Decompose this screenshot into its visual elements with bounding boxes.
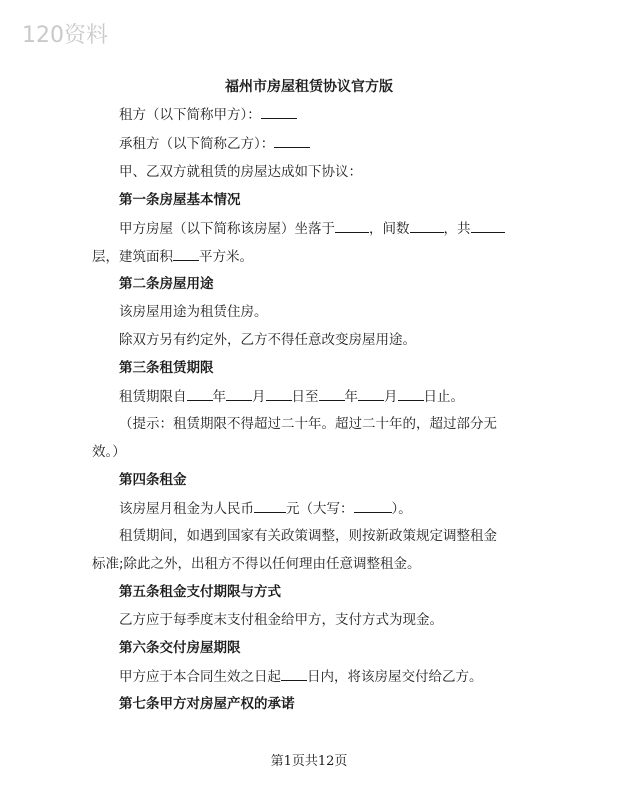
section-heading-5: 第五条租金支付期限与方式 (119, 584, 281, 600)
lease-term-line: 租赁期限自 年 月 日至 年 月 日止。 (119, 386, 464, 407)
section-heading-6: 第六条交付房屋期限 (119, 640, 241, 656)
area-blank (173, 246, 199, 261)
term-note-line: （提示：租赁期限不得超过二十年。超过二十年的，超过部分无 (119, 416, 497, 432)
watermark: 120资料 (22, 23, 108, 48)
section-heading-3: 第三条租赁期限 (119, 360, 214, 376)
usage-line: 该房屋用途为租赁住房。 (119, 304, 268, 320)
start-month-blank (226, 386, 252, 401)
property-area-line: 层，建筑面积 平方米。 (92, 246, 253, 267)
section-heading-1: 第一条房屋基本情况 (119, 192, 241, 208)
lessor-line: 租方（以下简称甲方）： (119, 104, 297, 125)
section-heading-4: 第四条租金 (119, 472, 187, 488)
rent-words-blank (354, 498, 392, 513)
location-blank (335, 218, 369, 233)
end-year-blank (319, 386, 345, 401)
lessee-blank (274, 133, 310, 148)
rent-adjust-line-2: 标准;除此之外，出租方不得以任何理由任意调整租金。 (92, 556, 421, 572)
section-heading-7: 第七条甲方对房屋产权的承诺 (119, 696, 295, 712)
floors-blank (471, 218, 505, 233)
start-day-blank (266, 386, 292, 401)
end-month-blank (358, 386, 384, 401)
handover-days-blank (281, 666, 307, 681)
agreement-intro: 甲、乙双方就租赁的房屋达成如下协议： (119, 164, 362, 180)
lessor-blank (261, 104, 297, 119)
property-location-line: 甲方房屋（以下简称该房屋）坐落于 ，间数 ，共 (119, 218, 505, 239)
term-note-line-2: 效。） (92, 444, 126, 460)
rent-blank (254, 498, 286, 513)
section-heading-2: 第二条房屋用途 (119, 276, 214, 292)
document-title: 福州市房屋租赁协议官方版 (225, 79, 393, 95)
lessee-line: 承租方（以下简称乙方）： (119, 133, 310, 154)
handover-line: 甲方应于本合同生效之日起 日内，将该房屋交付给乙方。 (119, 666, 483, 687)
start-year-blank (187, 386, 213, 401)
rent-adjust-line: 租赁期间，如遇到国家有关政策调整，则按新政策规定调整租金 (119, 528, 497, 544)
usage-restriction-line: 除双方另有约定外，乙方不得任意改变房屋用途。 (119, 332, 416, 348)
rent-amount-line: 该房屋月租金为人民币 元（大写： ）。 (119, 498, 412, 519)
end-day-blank (398, 386, 424, 401)
rooms-blank (410, 218, 444, 233)
page-footer: 第1页共12页 (270, 754, 348, 769)
payment-line: 乙方应于每季度末支付租金给甲方，支付方式为现金。 (119, 612, 443, 628)
